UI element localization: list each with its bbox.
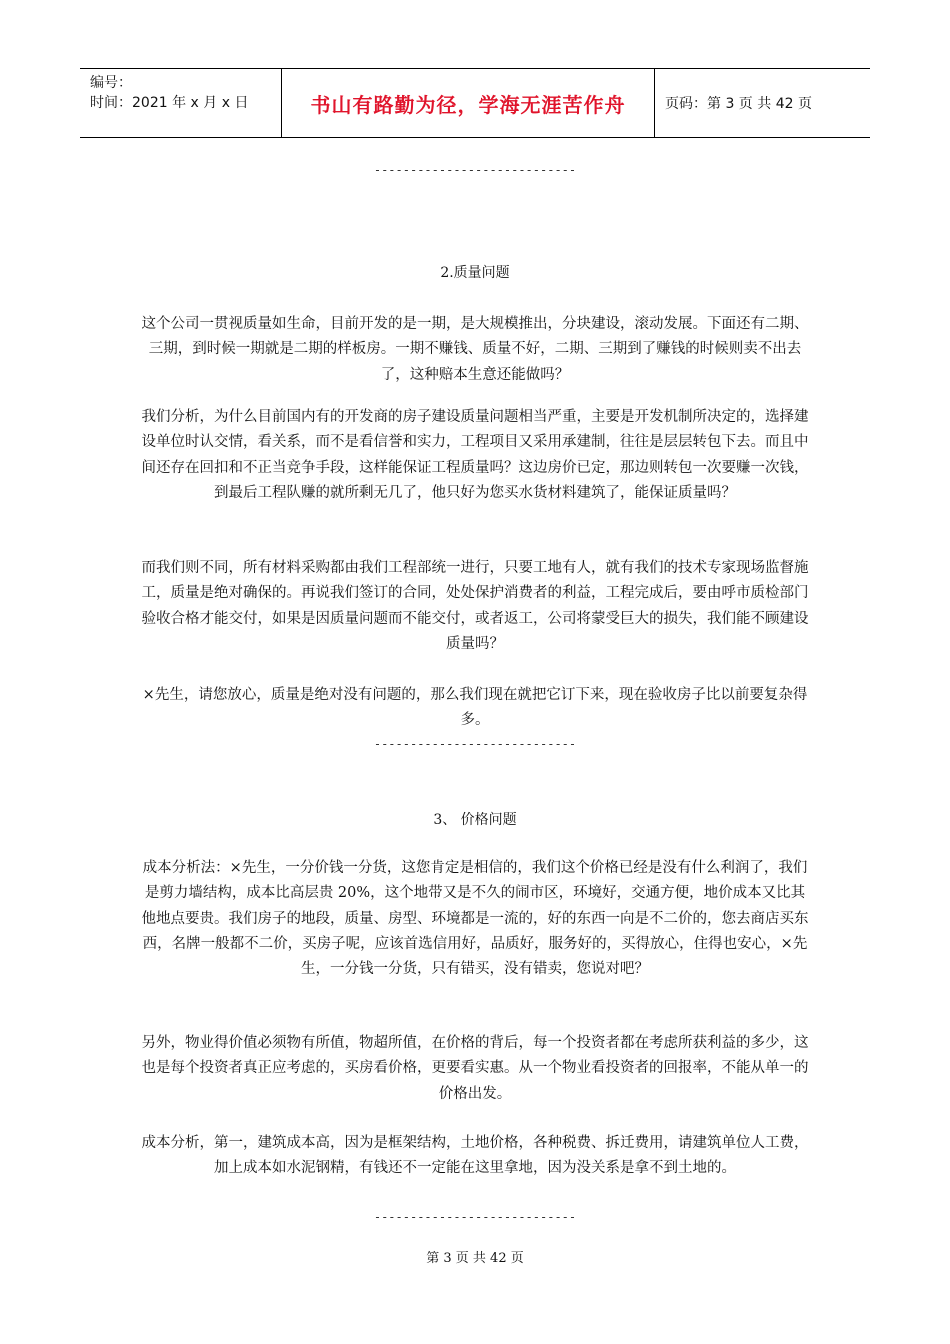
number-label: 编号： xyxy=(90,75,132,91)
header-motto: 书山有路勤为径，学海无涯苦作舟 xyxy=(282,69,655,137)
section-heading-price: 3、 价格问题 xyxy=(433,812,517,828)
section-heading-quality: 2.质量问题 xyxy=(440,265,510,281)
paragraph: 成本分析，第一，建筑成本高，因为是框架结构，土地价格，各种税费、拆迁费用，请建筑单位人工费，加上成本如水泥钢精，有钱还不一定能在这里拿地，因为没关系是拿不到土地的。 xyxy=(141,1135,809,1177)
paragraph: 而我们则不同，所有材料采购都由我们工程部统一进行，只要工地有人，就有我们的技术专家现场监督施工，质量是绝对确保的。再说我们签订的合同，处处保护消费者的利益，工程完成后，要由呼市质检部门验收合格才能交付，如果是因质量问题而不能交付，或者返工，公司将蒙受巨大的损失，我们能不顾建设质量吗？ xyxy=(141,560,809,652)
paragraph: ×先生，请您放心，质量是绝对没有问题的，那么我们现在就把它订下来，现在验收房子比以前要复杂得多。 xyxy=(142,687,808,729)
header-meta xyxy=(80,69,282,137)
separator: ---------------------------- xyxy=(373,737,577,751)
page-footer: 第 3 页 共 42 页 xyxy=(426,1251,524,1266)
header-page-info: 页码：第 3 页 共 42 页 xyxy=(665,96,812,112)
time-label: 时间：2021 年 x 月 x 日 xyxy=(90,95,249,111)
paragraph: 我们分析，为什么目前国内有的开发商的房子建设质量问题相当严重，主要是开发机制所决定的，选择建设单位时认交情，看关系，而不是看信誉和实力，工程项目又采用承建制，往往是层层转包下去。而且中间还存在回扣和不正当竞争手段，这样能保证工程质量吗？这边房价已定，那边则转包一次要赚一次钱，到最后工程队赚的就所剩无几了，他只好为您买水货材料建筑了，能保证质量吗？ xyxy=(141,409,809,501)
separator: ---------------------------- xyxy=(373,1210,577,1224)
paragraph: 成本分析法：×先生，一分价钱一分货，这您肯定是相信的，我们这个价格已经是没有什么利润了，我们是剪力墙结构，成本比高层贵 20%，这个地带又是不久的闹市区，环境好，交通方便，地价成本又比其他地点要贵。我们房子的地段，质量、房型、环境都是一流的，好的东西一向是不二价的，您去商店买东西，名牌一般都不二价，买房子呢，应该首选信用好，品质好，服务好的，买得放心，住得也安心，×先生，一分钱一分货，只有错买，没有错卖，您说对吧？ xyxy=(141,860,809,978)
separator: ---------------------------- xyxy=(373,163,577,177)
paragraph: 另外，物业得价值必须物有所值，物超所值，在价格的背后，每一个投资者都在考虑所获利益的多少，这也是每个投资者真正应考虑的，买房看价格，更要看实惠。从一个物业看投资者的回报率，不能从单一的价格出发。 xyxy=(141,1035,809,1102)
paragraph: 这个公司一贯视质量如生命，目前开发的是一期，是大规模推出，分块建设，滚动发展。下面还有二期、三期，到时候一期就是二期的样板房。一期不赚钱、质量不好，二期、三期到了赚钱的时候则卖不出去了，这种赔本生意还能做吗？ xyxy=(141,316,809,383)
page-header xyxy=(80,68,870,138)
